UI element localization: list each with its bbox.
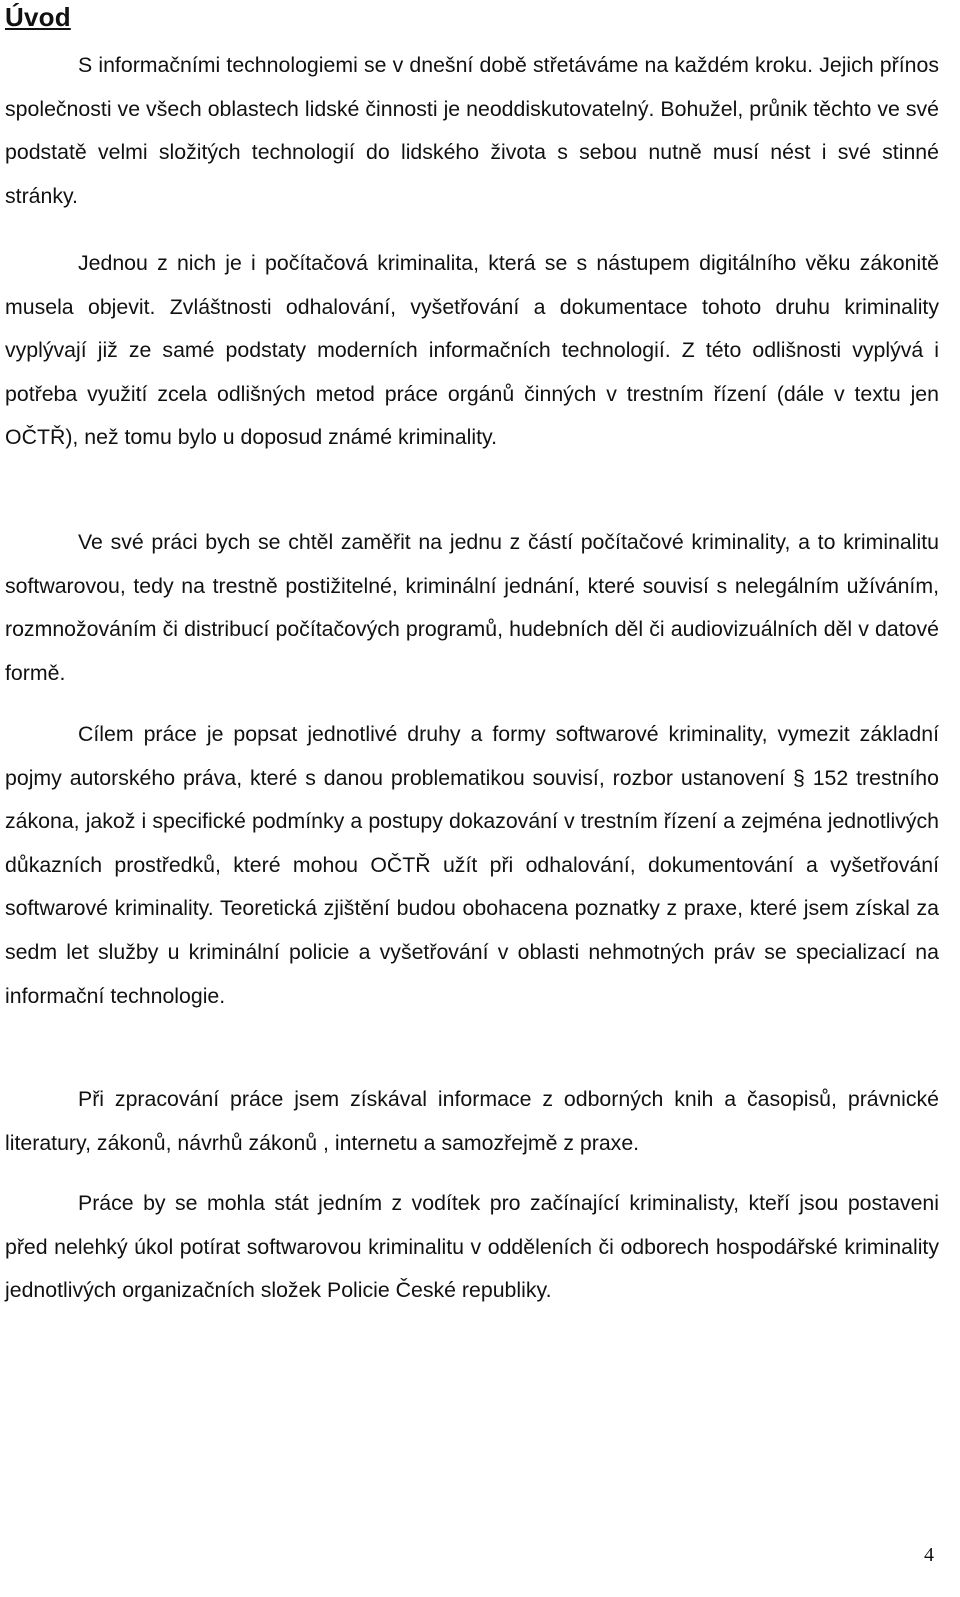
- section-heading: Úvod: [5, 2, 71, 32]
- paragraph-block-2: [5, 242, 939, 460]
- paragraph-5: Při zpracování práce jsem získával informace z odborných knih a časopisů, právnické literatury, zákonů, návrhů zákonů , internetu a samozřejmě z praxe.: [5, 1087, 939, 1155]
- paragraph-4: Cílem práce je popsat jednotlivé druhy a formy softwarové kriminality, vymezit základní pojmy autorského práva, které s danou problematikou souvisí, rozbor ustanovení § 152 trestního zákona, jakož i specifické podmínky a postupy dokazování v trestním řízení a zejména jednotlivých důkazních prostředků, které mohou OČTŘ užít při odhalování, dokumentování a vyšetřování softwarové kriminality. Teoretická zjištění budou obohacena poznatky z praxe, které jsem získal za sedm let služby u kriminální policie a vyšetřování v oblasti nehmotných práv se specializací na informační technologie.: [5, 722, 939, 1008]
- paragraph-block-1: [5, 44, 939, 218]
- paragraph-block-5: [5, 1078, 939, 1165]
- paragraph-block-3: [5, 521, 939, 695]
- paragraph-block-4: [5, 713, 939, 1018]
- paragraph-6: Práce by se mohla stát jedním z vodítek pro začínající kriminalisty, kteří jsou postaveni před nelehký úkol potírat softwarovou kriminalitu v odděleních či odborech hospodářské kriminality jednotlivých organizačních složek Policie České republiky.: [5, 1191, 939, 1303]
- paragraph-2: Jednou z nich je i počítačová kriminalita, která se s nástupem digitálního věku zákonitě musela objevit. Zvláštnosti odhalování, vyšetřování a dokumentace tohoto druhu kriminality vyplývají již ze samé podstaty moderních informačních technologií. Z této odlišnosti vyplývá i potřeba využití zcela odlišných metod práce orgánů činných v trestním řízení (dále v textu jen OČTŘ), než tomu bylo u doposud známé kriminality.: [5, 251, 939, 450]
- paragraph-1: S informačními technologiemi se v dnešní době střetáváme na každém kroku. Jejich přínos společnosti ve všech oblastech lidské činnosti je neoddiskutovatelný. Bohužel, průnik těchto ve své podstatě velmi složitých technologií do lidského života s sebou nutně musí nést i své stinné stránky.: [5, 53, 939, 208]
- paragraph-block-6: [5, 1182, 939, 1313]
- paragraph-3: Ve své práci bych se chtěl zaměřit na jednu z částí počítačové kriminality, a to kriminalitu softwarovou, tedy na trestně postižitelné, kriminální jednání, které souvisí s nelegálním užíváním, rozmnožováním či distribucí počítačových programů, hudebních děl či audiovizuálních děl v datové formě.: [5, 530, 939, 685]
- page-number: 4: [924, 1544, 934, 1566]
